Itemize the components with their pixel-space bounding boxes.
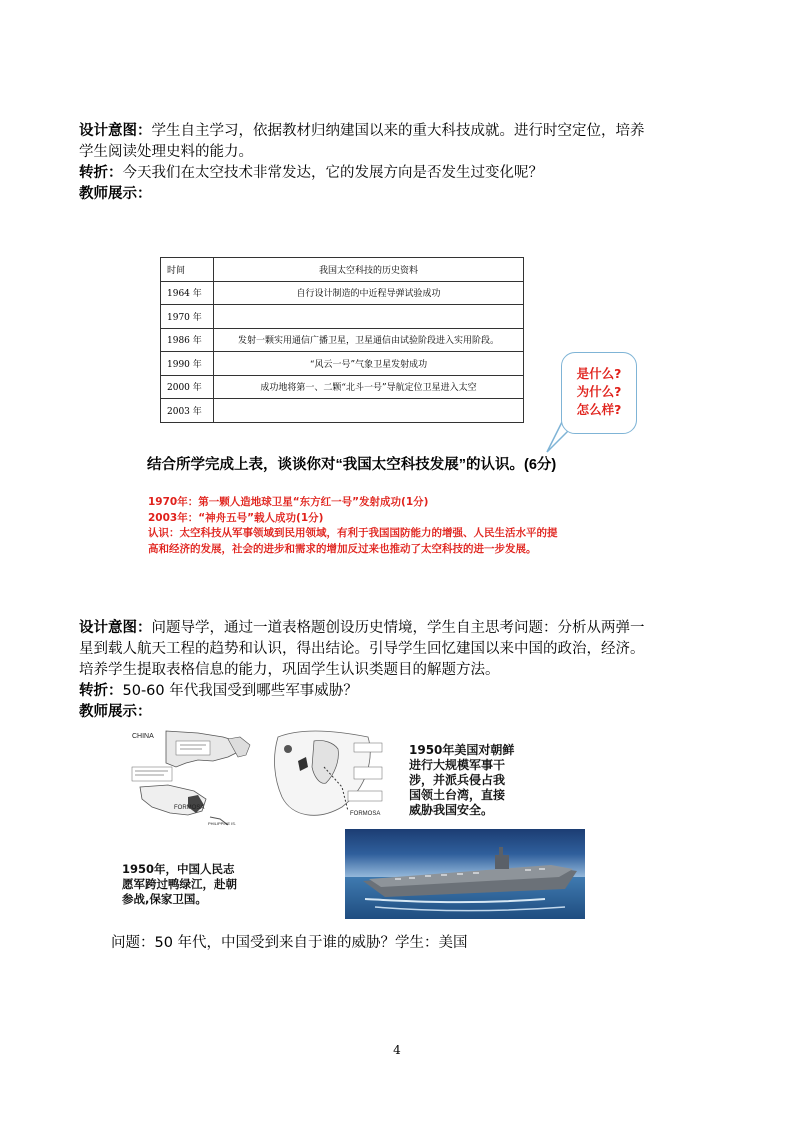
intent-text-1: 学生自主学习，依据教材归纳建国以来的重大科技成就。进行时空定位，培养 [151,123,645,139]
answer-line: 高和经济的发展，社会的进步和需求的增加反过来也推动了太空科技的进一步发展。 [148,542,537,555]
page-number: 4 [393,1043,401,1057]
map-label-formosa: FORMOSA [174,805,205,811]
bubble-line: 怎么样? [576,402,622,417]
table-cell-event [214,399,524,423]
table-cell-event [214,305,524,329]
bubble-line: 为什么? [576,384,622,399]
caption-us-intervention [409,743,514,818]
intent-text-1: 问题导学，通过一道表格题创设历史情境，学生自主思考问题：分析从两弹一 [151,620,645,636]
table-row [161,352,524,376]
exercise-question: 结合所学完成上表，谈谈你对“我国太空科技发展”的认识。(6分) [147,457,557,473]
question-line: 问题：50 年代，中国受到来自于谁的威胁？学生：美国 [111,935,468,951]
caption-line: 1950年，中国人民志 [122,862,235,876]
caption-line: 涉，并派兵侵占我 [409,773,506,787]
caption-line: 愿军跨过鸭绿江，赴朝 [122,877,237,891]
caption-line: 国领土台湾，直接 [409,788,506,802]
table-cell-event: 自行设计制造的中近程导弹试验成功 [214,281,524,305]
caption-line: 进行大规模军事干 [409,758,506,772]
korea-taiwan-map [128,727,398,827]
speech-bubble [561,352,637,434]
space-history-table [160,257,524,423]
table-cell-year: 2003 年 [161,399,214,423]
transition-text: 今天我们在太空技术非常发达，它的发展方向是否发生过变化呢？ [122,165,543,181]
table-cell-year: 1970 年 [161,305,214,329]
bubble-line: 是什么? [576,366,622,381]
display-label: 教师展示： [79,186,152,202]
answer-line: 2003年：“神舟五号”载人成功(1分) [148,511,324,524]
table-header-cell: 时间 [161,258,214,282]
table-cell-event: “风云一号”气象卫星发射成功 [214,352,524,376]
table-header-cell: 我国太空科技的历史资料 [214,258,524,282]
table-cell-year: 1990 年 [161,352,214,376]
answer-line: 1970年：第一颗人造地球卫星“东方红一号”发射成功(1分) [148,496,429,508]
caption-volunteer-army [122,862,237,907]
table-cell-year: 1964 年 [161,281,214,305]
map-label-philippines: PHILIPPINE IS. [208,821,237,826]
aircraft-carrier-image [345,829,585,919]
intent-text-2: 学生阅读处理史料的能力。 [79,144,253,160]
transition-text: 50-60 年代我国受到哪些军事威胁？ [122,683,358,699]
table-row [161,305,524,329]
table-cell-year: 1986 年 [161,328,214,352]
display-label: 教师展示： [79,704,152,720]
caption-line: 威胁我国安全。 [409,803,494,817]
table-cell-year: 2000 年 [161,375,214,399]
table-row [161,281,524,305]
intent-label: 设计意图： [79,123,152,139]
table-header-row [161,258,524,282]
table-row [161,328,524,352]
answer-line: 认识：太空科技从军事领域到民用领域，有利于我国国防能力的增强、人民生活水平的提 [148,527,558,539]
table-row [161,399,524,423]
transition-label: 转折： [79,165,123,181]
map-label-china: CHINA [132,733,154,740]
map-label-formosa-2: FORMOSA [350,811,381,817]
section1-intent [79,121,709,205]
section2-intent [79,618,709,723]
caption-line: 参战,保家卫国。 [122,892,207,906]
table-cell-event: 成功地将第一、二颗“北斗一号”导航定位卫星进入太空 [214,375,524,399]
table-cell-event: 发射一颗实用通信广播卫星，卫星通信由试验阶段进入实用阶段。 [214,328,524,352]
table-row [161,375,524,399]
intent-text-2: 星到载人航天工程的趋势和认识，得出结论。引导学生回忆建国以来中国的政治，经济。 [79,641,645,657]
intent-label: 设计意图： [79,620,152,636]
transition-label: 转折： [79,683,123,699]
answer-block [148,495,558,557]
caption-line: 1950年美国对朝鲜 [409,743,515,757]
intent-text-3: 培养学生提取表格信息的能力，巩固学生认识类题目的解题方法。 [79,662,500,678]
